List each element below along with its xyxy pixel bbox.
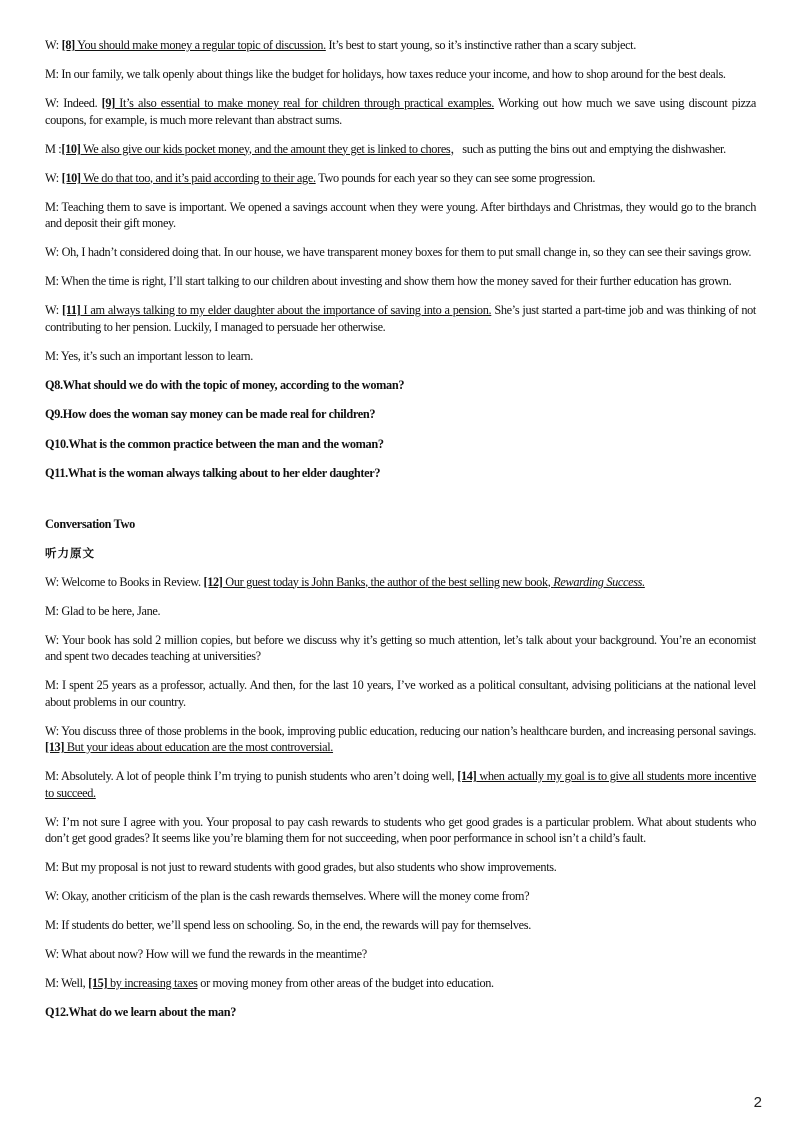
text-span: Two pounds for each year so they can see some progression.: [315, 170, 596, 185]
text-span: W: Okay, another criticism of the plan is the cash rewards themselves. Where will the money come from?: [45, 889, 530, 903]
text-span: M: If students do better, we’ll spend less on schooling. So, in the end, the rewards will pay for themselves.: [45, 918, 531, 932]
underlined-answer: I am always talking to my elder daughter about the importance of saving into a pension.: [80, 303, 492, 317]
section-subheading: [45, 545, 756, 562]
answer-marker: [13]: [45, 740, 65, 754]
answer-marker: [14]: [457, 769, 477, 783]
underlined-answer: You should make money a regular topic of discussion.: [74, 38, 326, 52]
answer-marker: [15]: [88, 976, 108, 990]
dialogue-line: [45, 768, 756, 801]
answer-marker: [9]: [101, 96, 115, 110]
underlined-answer: Our guest today is John Banks, the author of the best selling new book,: [222, 574, 554, 589]
text-span: W: Indeed.: [45, 96, 102, 110]
answer-marker: [11]: [61, 303, 81, 317]
text-span: ，such as putting the bins out and emptying the dishwasher.: [450, 141, 726, 156]
dialogue-line: [45, 348, 756, 365]
section-heading: [45, 516, 756, 533]
text-span: W:: [45, 38, 62, 52]
dialogue-line: [45, 66, 756, 83]
dialogue-line: [45, 37, 756, 54]
question-q11: [45, 465, 756, 482]
text-span: It’s best to start young, so it’s instinctive rather than a scary subject.: [325, 38, 636, 52]
text-span: or moving money from other areas of the budget into education.: [197, 976, 494, 990]
underlined-answer: It’s also essential to make money real for children through practical examples.: [114, 96, 495, 110]
text-span: M: Well,: [45, 976, 89, 990]
dialogue-line: [45, 141, 756, 158]
answer-marker: [8]: [61, 38, 75, 52]
text-span: Q9.How does the woman say money can be made real for children?: [45, 407, 376, 421]
answer-marker: [12]: [203, 574, 223, 589]
text-span: W: Your book has sold 2 million copies, but before we discuss why it’s getting so much attention, let’s talk about your background. You’re an economist and spent two decades teaching at universities?: [45, 632, 756, 663]
text-span: 听力原文: [45, 545, 95, 560]
dialogue-line: [45, 677, 756, 710]
text-span: M: Glad to be here, Jane.: [45, 603, 161, 618]
answer-marker: [10]: [61, 141, 81, 156]
text-span: Q10.What is the common practice between the man and the woman?: [45, 436, 384, 451]
text-span: Q12.What do we learn about the man?: [45, 1005, 236, 1019]
underlined-answer: But your ideas about education are the most controversial.: [64, 740, 334, 754]
text-span: Conversation Two: [45, 516, 135, 531]
underlined-answer: by increasing taxes: [107, 976, 198, 990]
dialogue-line: [45, 723, 756, 756]
text-span: W: What about now? How will we fund the rewards in the meantime?: [45, 947, 367, 961]
text-span: M: I spent 25 years as a professor, actually. And then, for the last 10 years, I’ve worked as a political consultant, advising politicians at the national level about problems in our country.: [45, 678, 756, 709]
dialogue-line: [45, 975, 756, 992]
question-q8: [45, 377, 756, 394]
dialogue-line: [45, 917, 756, 934]
dialogue-line: [45, 859, 756, 876]
text-span: M: But my proposal is not just to reward students with good grades, but also students who show improvements.: [45, 860, 557, 874]
dialogue-line: [45, 632, 756, 665]
answer-marker: [10]: [61, 170, 81, 185]
dialogue-line: [45, 946, 756, 963]
text-span: W:: [45, 170, 62, 185]
text-span: M: Teaching them to save is important. We opened a savings account when they were young. After birthdays and Christmas, they would go to the branch and deposit their gift money.: [45, 199, 756, 230]
text-span: W: I’m not sure I agree with you. Your proposal to pay cash rewards to students who get good grades is a particular problem. What about students who don’t get good grades? It seems like you’re blaming them for not succeeding, when poor performance in school isn’t a child’s fault.: [45, 814, 756, 845]
text-span: W: Oh, I hadn’t considered doing that. In our house, we have transparent money boxes for them to put small change in, so they can see their savings grow.: [45, 245, 752, 259]
underlined-answer: We also give our kids pocket money, and the amount they get is linked to chores: [80, 141, 451, 156]
question-q12: [45, 1004, 756, 1021]
dialogue-line: [45, 302, 756, 335]
text-span: She’s just started a part-time job and was thinking of not contributing to her pension. Luckily, I managed to persuade her otherwise.: [45, 303, 756, 334]
underlined-answer: We do that too, and it’s paid according to their age.: [80, 170, 316, 185]
dialogue-line: [45, 170, 756, 187]
page-number: 2: [753, 1094, 762, 1111]
text-span: W: Welcome to Books in Review.: [45, 574, 204, 589]
text-span: W:: [45, 303, 62, 317]
dialogue-line: [45, 814, 756, 847]
document-body: [45, 37, 756, 1034]
dialogue-line: [45, 95, 756, 128]
dialogue-line: [45, 199, 756, 232]
text-span: M: Yes, it’s such an important lesson to learn.: [45, 348, 253, 363]
underlined-answer: Rewarding Success.: [553, 574, 645, 589]
text-span: M: When the time is right, I’ll start talking to our children about investing and show them how the money saved for their further education has grown.: [45, 274, 732, 288]
question-q9: [45, 406, 756, 423]
dialogue-line: [45, 603, 756, 620]
text-span: M :: [45, 141, 62, 156]
underlined-answer: when actually my goal is to give all students more incentive to succeed.: [45, 769, 757, 800]
question-q10: [45, 436, 756, 453]
text-span: Q8.What should we do with the topic of money, according to the woman?: [45, 377, 405, 392]
text-span: W: You discuss three of those problems in the book, improving public education, reducing our nation’s healthcare burden, and increasing personal savings.: [45, 723, 756, 738]
dialogue-line: [45, 273, 756, 290]
dialogue-line: [45, 574, 756, 591]
text-span: Q11.What is the woman always talking about to her elder daughter?: [45, 466, 381, 480]
dialogue-line: [45, 888, 756, 905]
text-span: Working out how much we save using discount pizza coupons, for example, is much more relevant than abstract sums.: [45, 96, 756, 127]
text-span: M: In our family, we talk openly about things like the budget for holidays, how taxes reduce your income, and how to shop around for the best deals.: [45, 67, 726, 81]
dialogue-line: [45, 244, 756, 261]
text-span: M: Absolutely. A lot of people think I’m trying to punish students who aren’t doing well,: [45, 769, 458, 783]
